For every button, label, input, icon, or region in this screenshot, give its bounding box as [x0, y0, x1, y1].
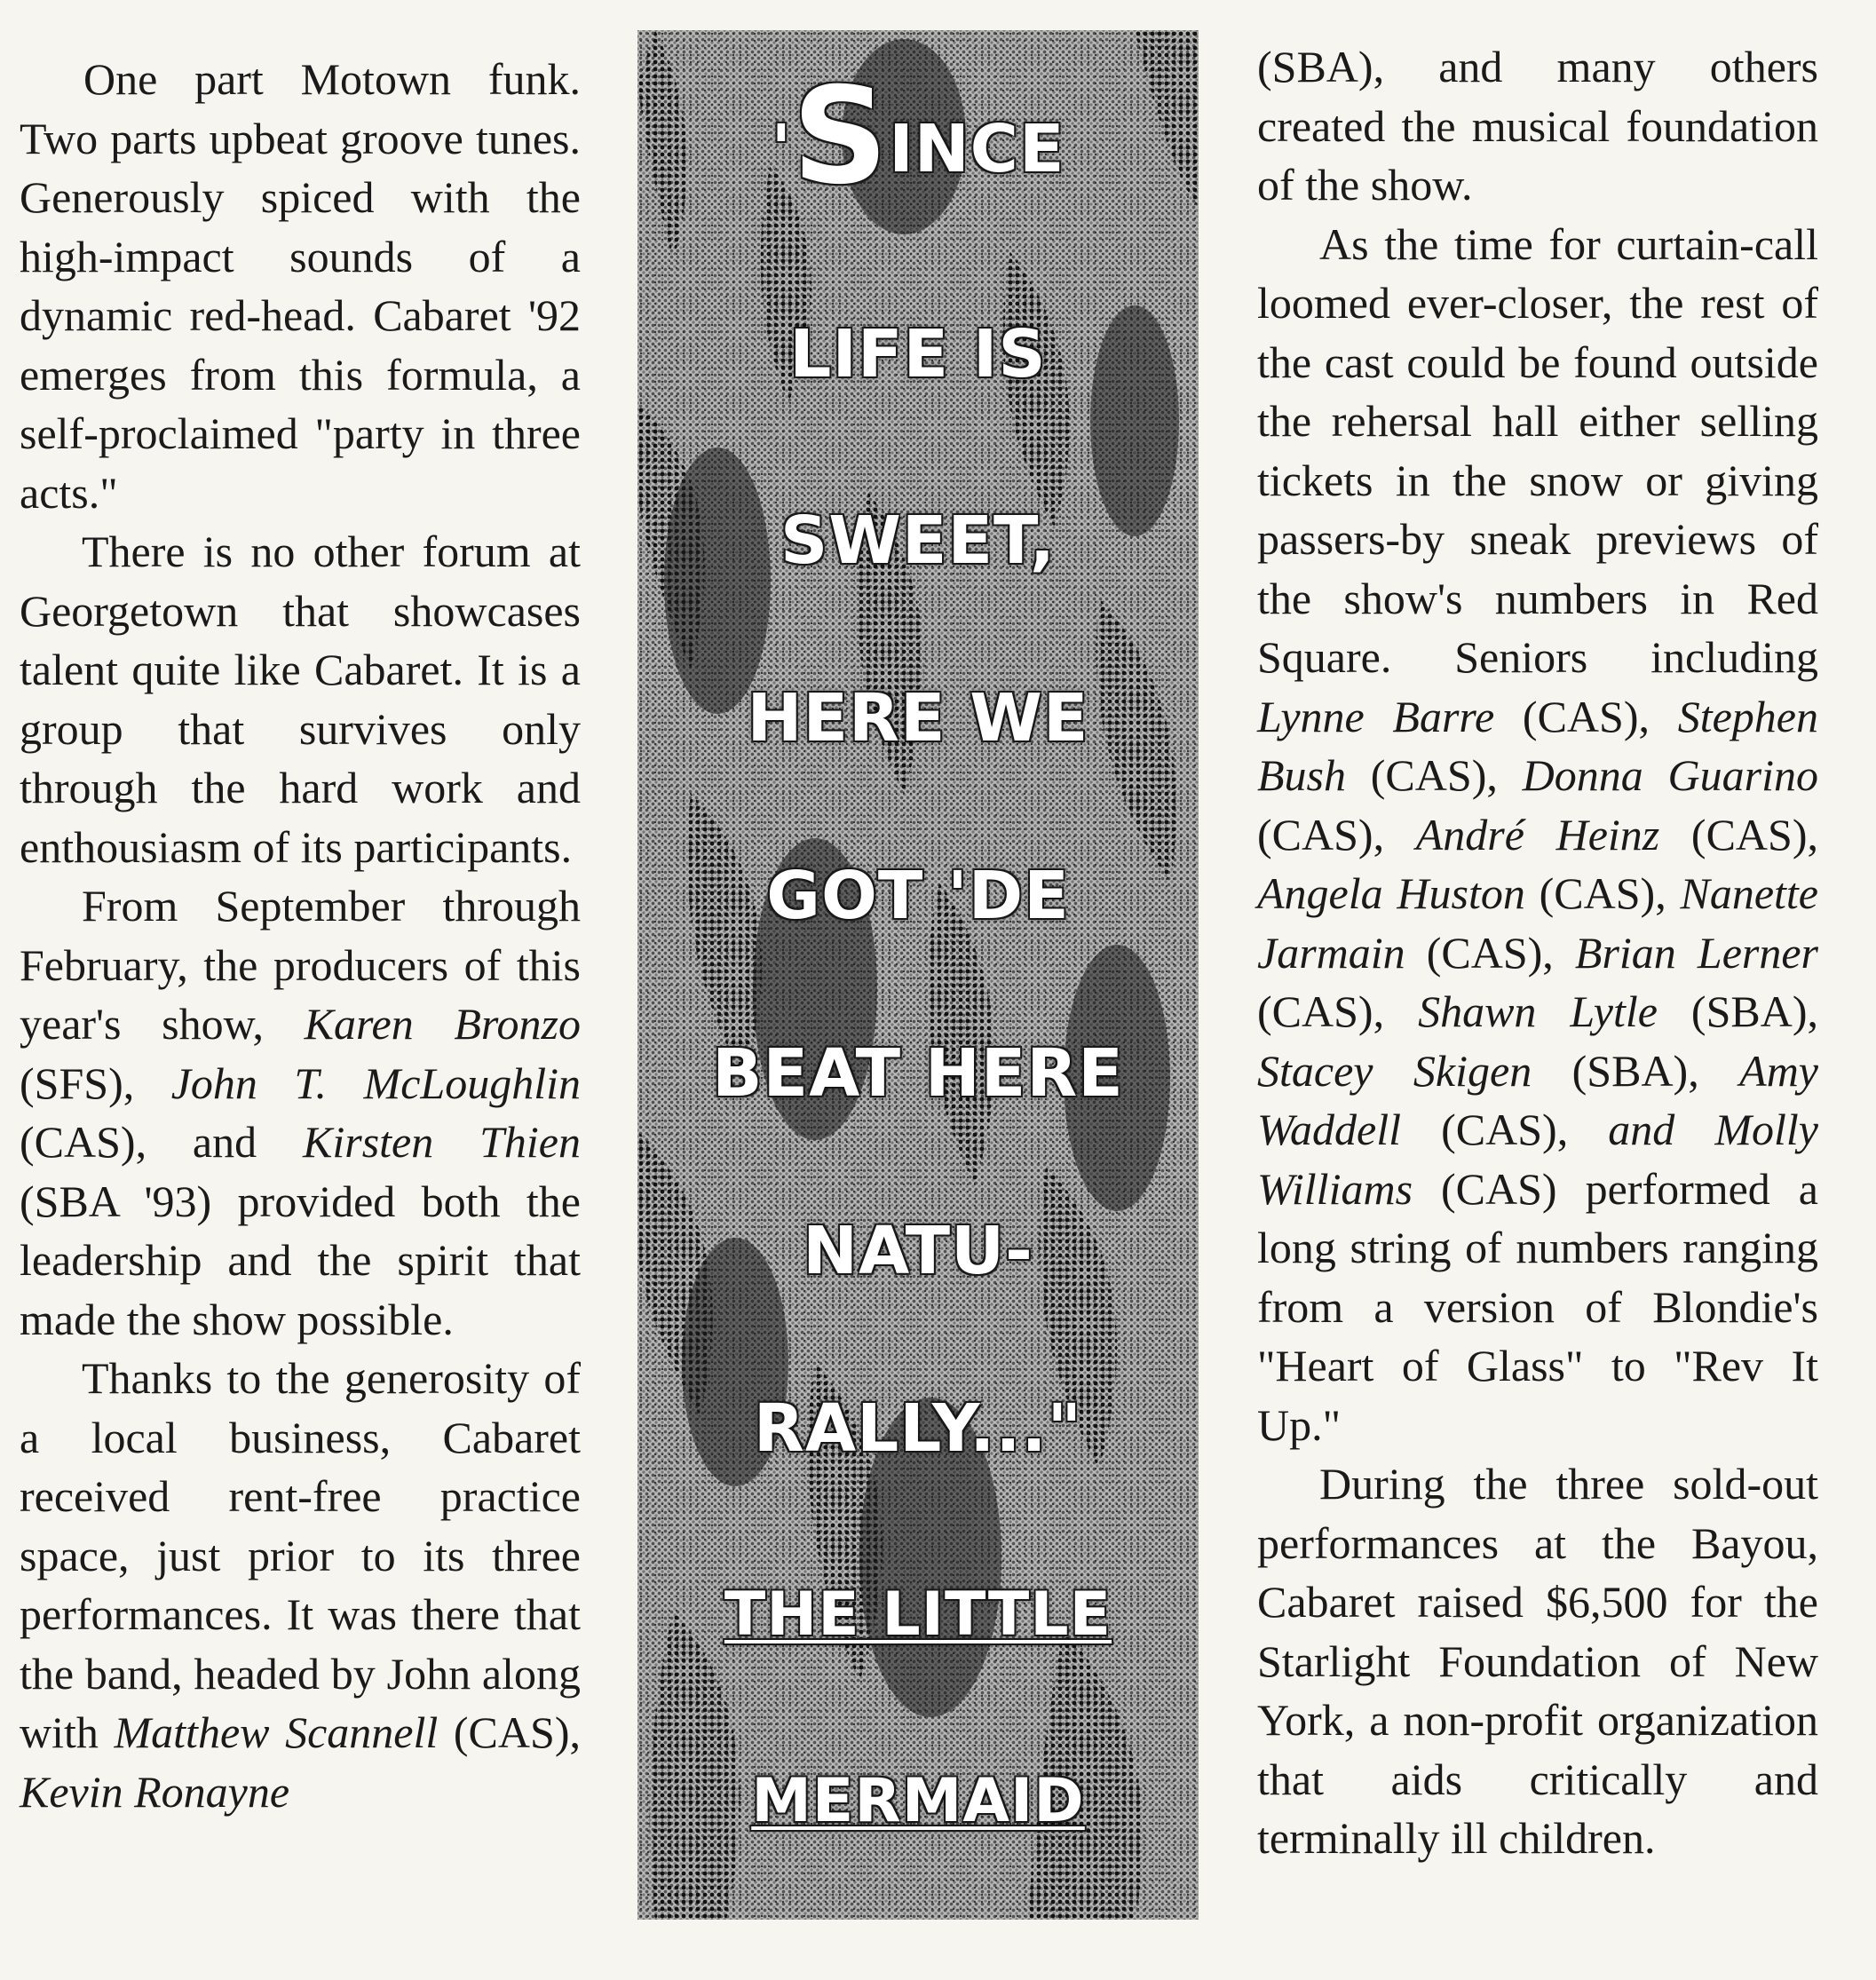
quote-line-3: SWEET, — [780, 503, 1057, 579]
senior-name: Amy Waddell — [1257, 1045, 1818, 1154]
quote-line-2: LIFE IS — [789, 316, 1047, 392]
school-tag: (CAS), — [1346, 750, 1523, 800]
quote-attribution-2: MERMAID — [751, 1766, 1085, 1836]
quote-line-7: NATU- — [803, 1213, 1033, 1289]
school-tag: (CAS), — [1659, 809, 1818, 859]
band-member-name: Kevin Ronayne — [20, 1766, 290, 1817]
quote-line-4: HERE WE — [747, 680, 1089, 756]
school-tag: (CAS), — [1494, 691, 1678, 741]
senior-name: Brian Lerner — [1574, 927, 1818, 978]
senior-name: Lynne Barre — [1257, 691, 1495, 741]
senior-name: Donna Guarino — [1522, 750, 1818, 800]
cast-text: As the time for curtain-call loomed ever-closer, the rest of the cast could be found outside the rehersal hall either selling tickets in the snow or giving passers-by sneak previews of the show's numbers in Red Square. Seniors including — [1257, 218, 1818, 682]
forum-paragraph: There is no other forum at Georgetown that showcases talent quite like Cabaret. It is a group that survives only through the hard work and enthousiasm of its participants. — [20, 527, 581, 872]
pull-quote — [637, 30, 1199, 1920]
quote-line-6: BEAT HERE — [712, 1035, 1124, 1112]
cast-paragraph — [1257, 215, 1818, 1455]
school-tag: (CAS), — [1524, 868, 1681, 918]
foundation-paragraph: (SBA), and many others created the musical foundation of the show. — [1257, 42, 1818, 210]
producers-text-4: (SBA '93) provided both the leadership and the spirit that made the show possible. — [20, 1176, 581, 1344]
quote-attribution-1: THE LITTLE — [724, 1580, 1112, 1650]
senior-name: Nanette Jarmain — [1257, 868, 1818, 978]
school-tag: (CAS), — [1257, 809, 1416, 859]
school-tag: (CAS), — [1401, 1105, 1609, 1154]
practice-text-1: Thanks to the generosity of a local business, Cabaret received rent-free practice space, just prior to its three performances. It was there that the band, headed by John along with — [20, 1353, 581, 1757]
fundraising-paragraph: During the three sold-out performances at the Bayou, Cabaret raised $6,500 for the Starlight Foundation of New York, a non-profit organization that aids critically and terminally ill children. — [1257, 1459, 1818, 1863]
practice-text-2: (CAS), — [438, 1707, 581, 1757]
senior-name: Stephen Bush — [1257, 691, 1818, 800]
quote-line-8: RALLY..." — [753, 1390, 1083, 1467]
senior-name: Angela Huston — [1257, 868, 1525, 918]
senior-name: and Molly Williams — [1257, 1105, 1818, 1214]
senior-name: André Heinz — [1415, 809, 1660, 859]
band-member-name: Matthew Scannell — [114, 1707, 439, 1757]
right-text-column — [1257, 37, 1818, 1868]
open-quote-mark: ' — [771, 111, 793, 187]
producers-paragraph — [20, 876, 581, 1349]
school-tag: (CAS), — [1405, 927, 1575, 978]
producer-name: John T. McLoughlin — [170, 1057, 581, 1108]
producers-text-3: (CAS), and — [20, 1117, 303, 1167]
producers-text-1: From September through February, the producers of this year's show, — [20, 881, 581, 1049]
school-tag: (CAS), — [1257, 986, 1419, 1036]
quote-line-1-rest: INCE — [889, 111, 1065, 187]
quote-line-5: GOT 'DE — [766, 858, 1070, 934]
intro-paragraph: One part Motown funk. Two parts upbeat groove tunes. Generously spiced with the high-impact sounds of a dynamic red-head. Cabaret '92 emerges from this formula, a self-proclaimed "party in three acts." — [20, 54, 581, 518]
producer-name: Kirsten Thien — [303, 1117, 581, 1167]
school-tag: (SBA), — [1657, 986, 1818, 1036]
quote-line-1 — [637, 59, 1199, 214]
drop-cap-letter: S — [792, 59, 890, 214]
senior-name: Stacey Skigen — [1257, 1045, 1532, 1096]
senior-name: Shawn Lytle — [1418, 986, 1658, 1036]
halftone-quote-panel — [637, 30, 1199, 1920]
performance-text: (CAS) performed a long string of numbers ranging from a version of Blondie's "Heart of Glass" to "Rev It Up." — [1257, 1163, 1818, 1450]
left-text-column — [20, 50, 581, 1821]
producer-name: Karen Bronzo — [304, 999, 581, 1049]
producers-text-2: (SFS), — [20, 1057, 171, 1108]
practice-space-paragraph — [20, 1349, 581, 1821]
school-tag: (SBA), — [1532, 1045, 1740, 1096]
